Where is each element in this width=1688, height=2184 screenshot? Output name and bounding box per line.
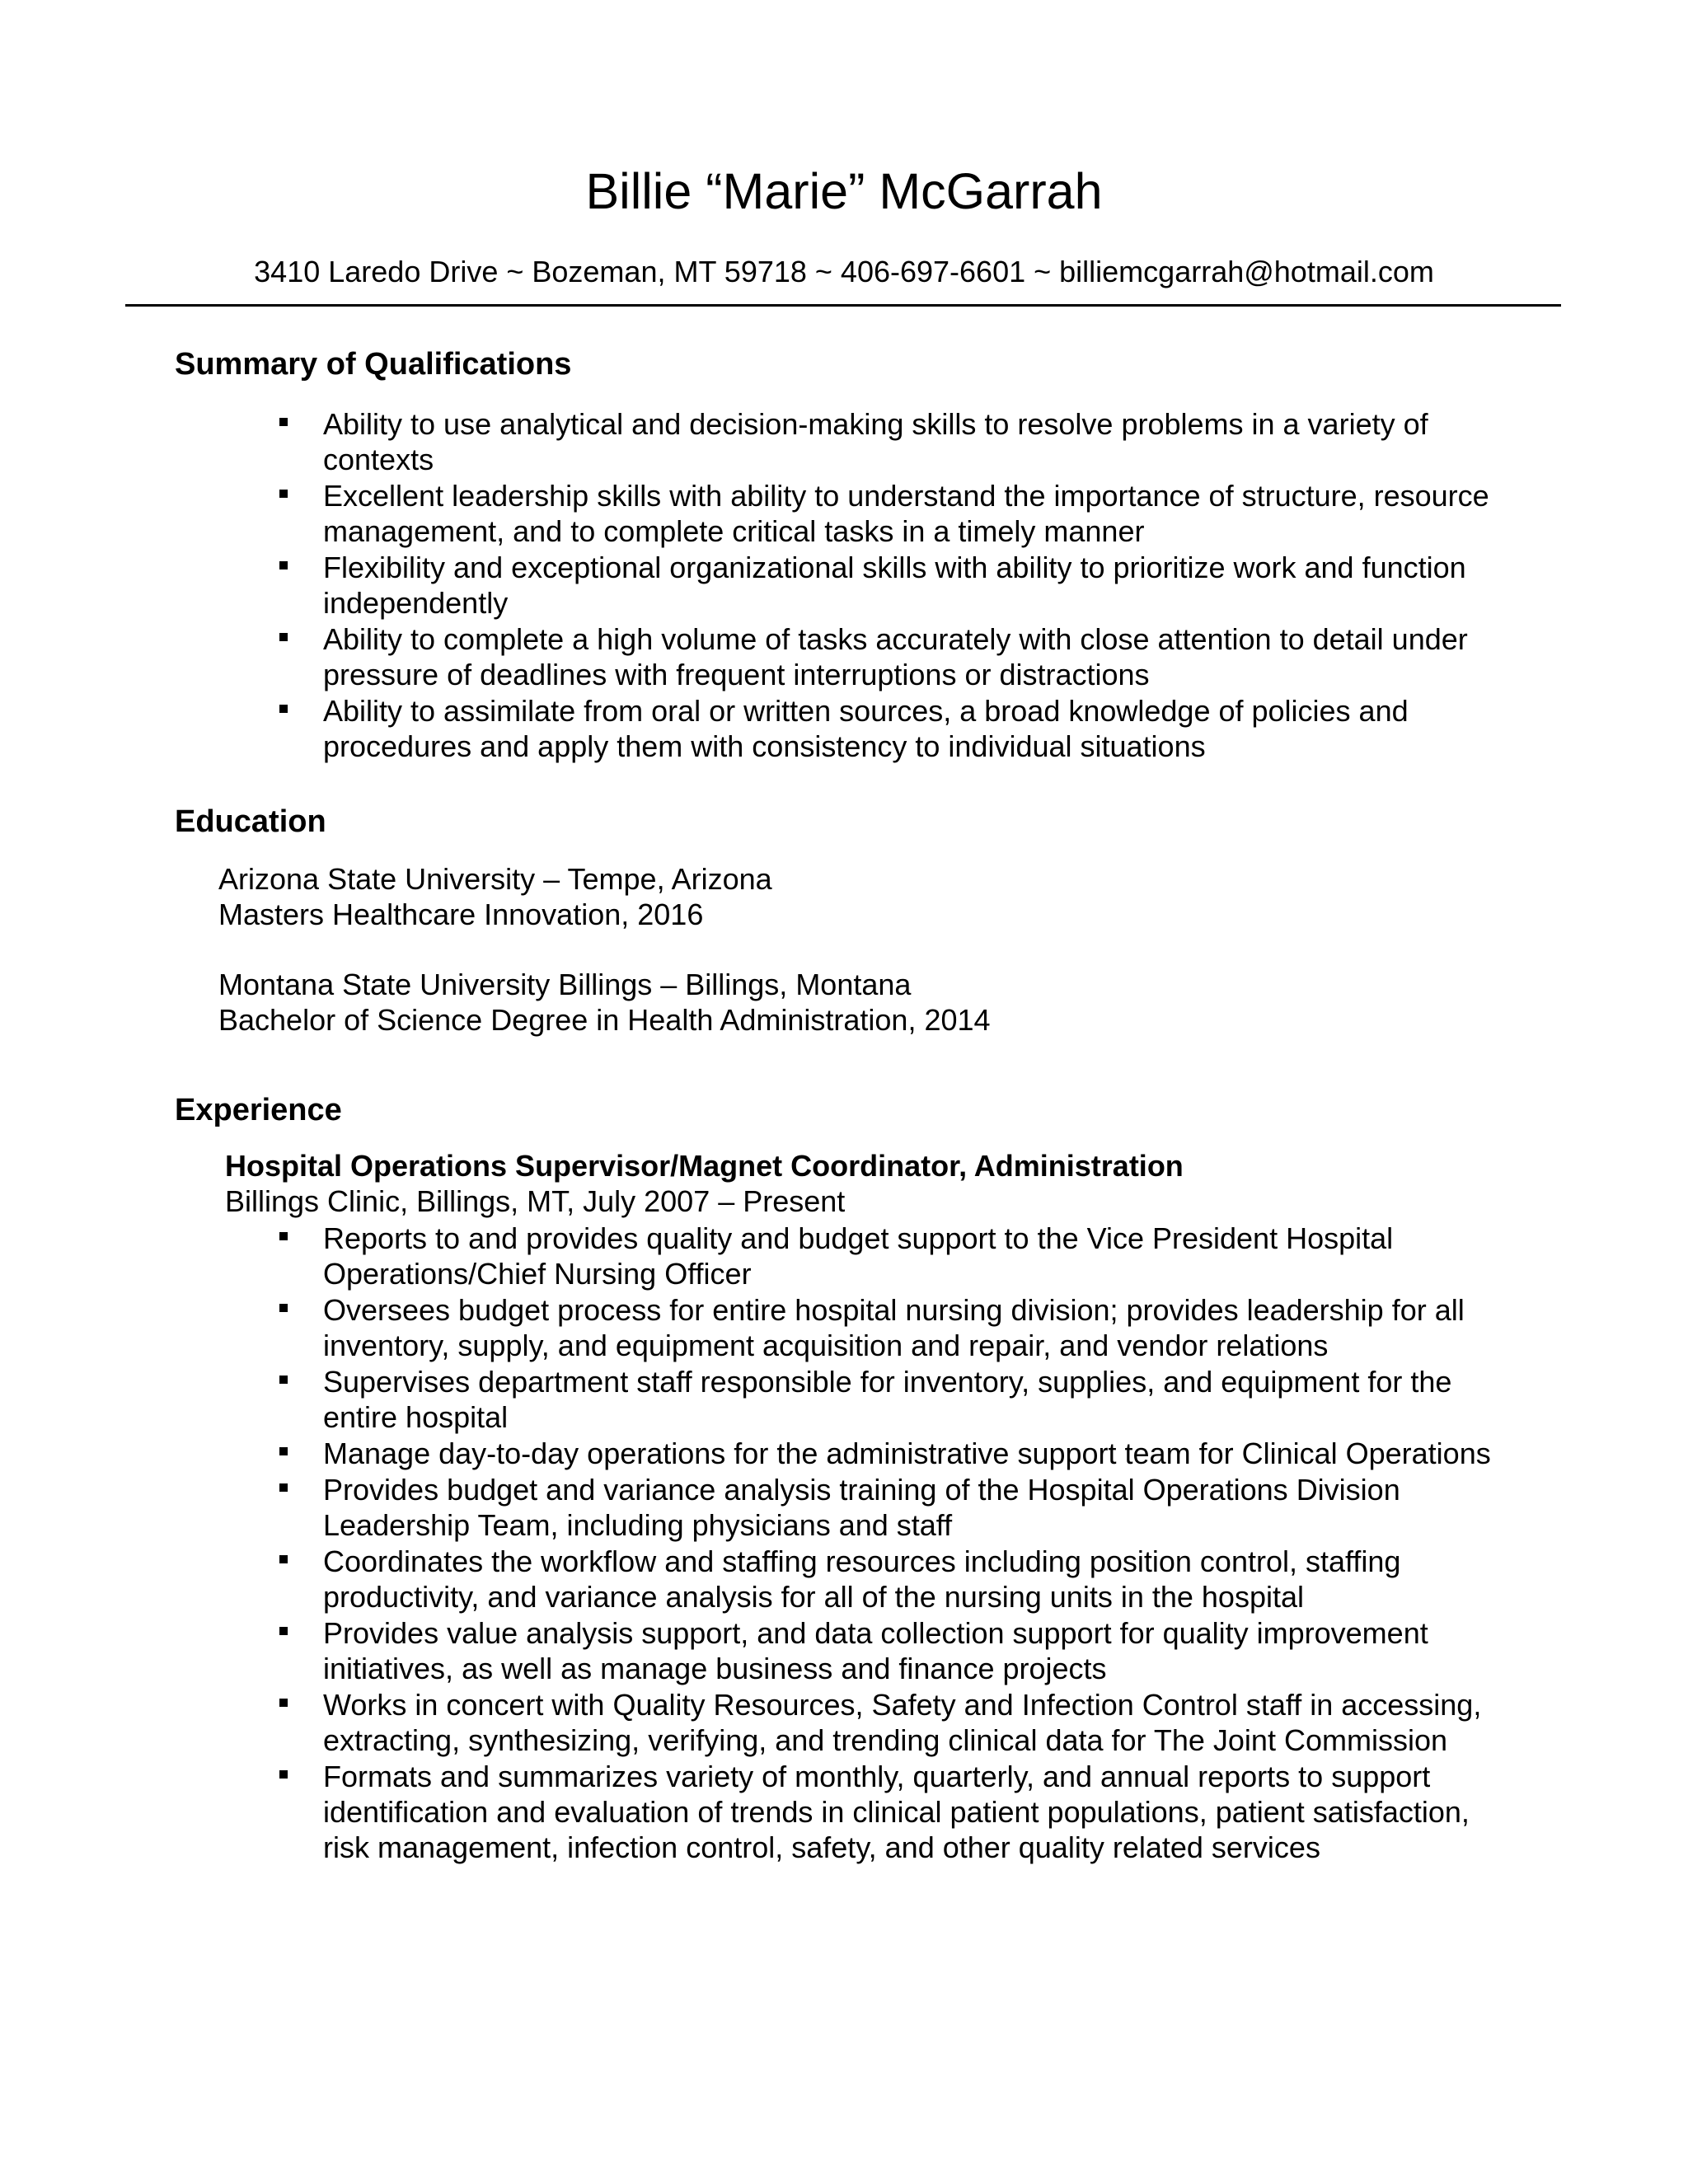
duty-text: Formats and summarizes variety of monthly, quarterly, and annual reports to support identification and evaluation of trends in clinical patient populations, patient satisfaction, risk management, infection control, safety, and other quality related services <box>323 1760 1470 1864</box>
list-item <box>323 1472 1493 1543</box>
bullet-square-icon <box>279 1555 288 1563</box>
bullet-square-icon <box>279 1304 288 1312</box>
applicant-name: Billie “Marie” McGarrah <box>585 163 1103 219</box>
list-item <box>323 693 1493 764</box>
bullet-square-icon <box>279 1627 288 1635</box>
job-duties-list <box>323 1221 1493 1866</box>
summary-item-text: Flexibility and exceptional organizational skills with ability to prioritize work and function independently <box>323 551 1466 620</box>
list-item <box>323 1544 1493 1615</box>
duty-text: Reports to and provides quality and budget support to the Vice President Hospital Operations/Chief Nursing Officer <box>323 1221 1394 1291</box>
summary-list <box>323 406 1493 765</box>
job-employer-dates: Billings Clinic, Billings, MT, July 2007 – Present <box>225 1184 846 1218</box>
list-item <box>323 1292 1493 1363</box>
duty-text: Provides value analysis support, and data collection support for quality improvement initiatives, as well as manage business and finance projects <box>323 1616 1428 1685</box>
bullet-square-icon <box>279 1232 288 1240</box>
list-item <box>323 621 1493 692</box>
list-item <box>323 1687 1493 1758</box>
duty-text: Coordinates the workflow and staffing resources including position control, staffing productivity, and variance analysis for all of the nursing units in the hospital <box>323 1544 1401 1614</box>
duty-text: Works in concert with Quality Resources, Safety and Infection Control staff in accessing, extracting, synthesizing, verifying, and trending clinical data for The Joint Commission <box>323 1688 1482 1757</box>
bullet-square-icon <box>279 561 288 569</box>
summary-heading: Summary of Qualifications <box>175 347 572 382</box>
header-divider <box>125 304 1561 307</box>
bullet-square-icon <box>279 1483 288 1492</box>
education-school: Arizona State University – Tempe, Arizona <box>218 862 772 896</box>
list-item <box>323 478 1493 549</box>
summary-item-text: Ability to use analytical and decision-making skills to resolve problems in a variety of contexts <box>323 407 1428 476</box>
education-heading: Education <box>175 804 326 839</box>
duty-text: Oversees budget process for entire hospital nursing division; provides leadership for all inventory, supply, and equipment acquisition and repair, and vendor relations <box>323 1293 1465 1362</box>
list-item <box>323 406 1493 477</box>
bullet-square-icon <box>279 1447 288 1455</box>
list-item <box>323 550 1493 621</box>
list-item <box>323 1364 1493 1435</box>
bullet-square-icon <box>279 1770 288 1779</box>
contact-line: 3410 Laredo Drive ~ Bozeman, MT 59718 ~ 406-697-6601 ~ billiemcgarrah@hotmail.com <box>254 255 1434 288</box>
education-degree: Masters Healthcare Innovation, 2016 <box>218 898 704 931</box>
job-title: Hospital Operations Supervisor/Magnet Coordinator, Administration <box>225 1149 1184 1183</box>
list-item <box>323 1759 1493 1865</box>
experience-heading: Experience <box>175 1093 342 1127</box>
bullet-square-icon <box>279 1376 288 1384</box>
bullet-square-icon <box>279 490 288 498</box>
bullet-square-icon <box>279 418 288 426</box>
duty-text: Supervises department staff responsible for inventory, supplies, and equipment for the entire hospital <box>323 1365 1452 1434</box>
summary-item-text: Ability to assimilate from oral or written sources, a broad knowledge of policies and procedures and apply them with consistency to individual situations <box>323 694 1409 763</box>
list-item <box>323 1436 1493 1471</box>
education-degree: Bachelor of Science Degree in Health Administration, 2014 <box>218 1003 991 1037</box>
duty-text: Manage day-to-day operations for the administrative support team for Clinical Operations <box>323 1436 1491 1470</box>
bullet-square-icon <box>279 633 288 641</box>
bullet-square-icon <box>279 1699 288 1707</box>
summary-item-text: Ability to complete a high volume of tasks accurately with close attention to detail under pressure of deadlines with frequent interruptions or distractions <box>323 622 1468 691</box>
duty-text: Provides budget and variance analysis training of the Hospital Operations Division Leadership Team, including physicians and staff <box>323 1473 1400 1542</box>
list-item <box>323 1615 1493 1686</box>
summary-item-text: Excellent leadership skills with ability to understand the importance of structure, resource management, and to complete critical tasks in a timely manner <box>323 479 1489 548</box>
education-school: Montana State University Billings – Billings, Montana <box>218 968 912 1001</box>
list-item <box>323 1221 1493 1291</box>
bullet-square-icon <box>279 705 288 713</box>
